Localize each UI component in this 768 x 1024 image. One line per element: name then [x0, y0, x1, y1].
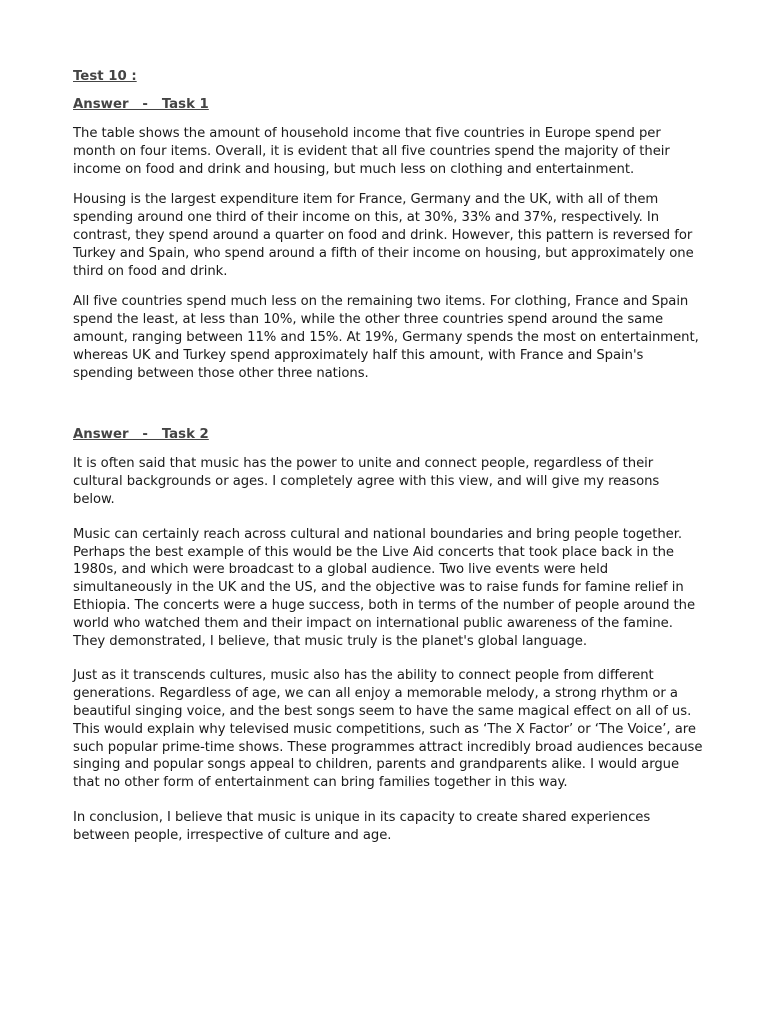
test-title: Test 10 :	[73, 69, 137, 84]
task1-paragraph-1: The table shows the amount of household income that five countries in Europe spend per month on four items. Overall, it is evident that all five countries spend the majority of their income on food and drink and housing, but much less on clothing and entertainment.	[73, 126, 670, 177]
task2-paragraph-1: It is often said that music has the power to unite and connect people, regardless of their cultural backgrounds or ages. I completely agree with this view, and will give my reasons below.	[73, 456, 660, 507]
task2-paragraph-4: In conclusion, I believe that music is unique in its capacity to create shared experiences between people, irrespective of culture and age.	[73, 809, 651, 843]
task2-paragraph-2: Music can certainly reach across cultural and national boundaries and bring people together. Perhaps the best example of this would be the Live Aid concerts that took place back in the 1980s, and which were broadcast to a global audience. Two live events were held simultaneously in the UK and the US, and the objective was to raise funds for famine relief in Ethiopia. The concerts were a huge success, both in terms of the number of people around the world who watched them and their impact on international public awareness of the famine. They demonstrated, I believe, that music truly is the planet's global language.	[73, 526, 696, 649]
task2-paragraph-3: Just as it transcends cultures, music also has the ability to connect people from different generations. Regardless of age, we can all enjoy a memorable melody, a strong rhythm or a beautiful singing voice, and the best songs seem to have the same magical effect on all of us. This would explain why televised music competitions, such as ‘The X Factor’ or ‘The Voice’, are such popular prime-time shows. These programmes attract incredibly broad audiences because singing and popular songs appeal to children, parents and grandparents alike. I would argue that no other form of entertainment can bring families together in this way.	[73, 668, 703, 791]
document-page	[73, 68, 703, 845]
task1-paragraph-2: Housing is the largest expenditure item for France, Germany and the UK, with all of them spending around one third of their income on this, at 30%, 33% and 37%, respectively. In contrast, they spend around a quarter on food and drink. However, this pattern is reversed for Turkey and Spain, who spend around a fifth of their income on housing, but approximately one third on food and drink.	[73, 192, 694, 279]
task1-paragraph-3: All five countries spend much less on the remaining two items. For clothing, France and Spain spend the least, at less than 10%, while the other three countries spend around the same amount, ranging between 11% and 15%. At 19%, Germany spends the most on entertainment, whereas UK and Turkey spend approximately half this amount, with France and Spain's spending between those other three nations.	[73, 294, 699, 381]
task1-heading: Answer - Task 1	[73, 97, 209, 112]
task2-heading: Answer - Task 2	[73, 427, 209, 443]
